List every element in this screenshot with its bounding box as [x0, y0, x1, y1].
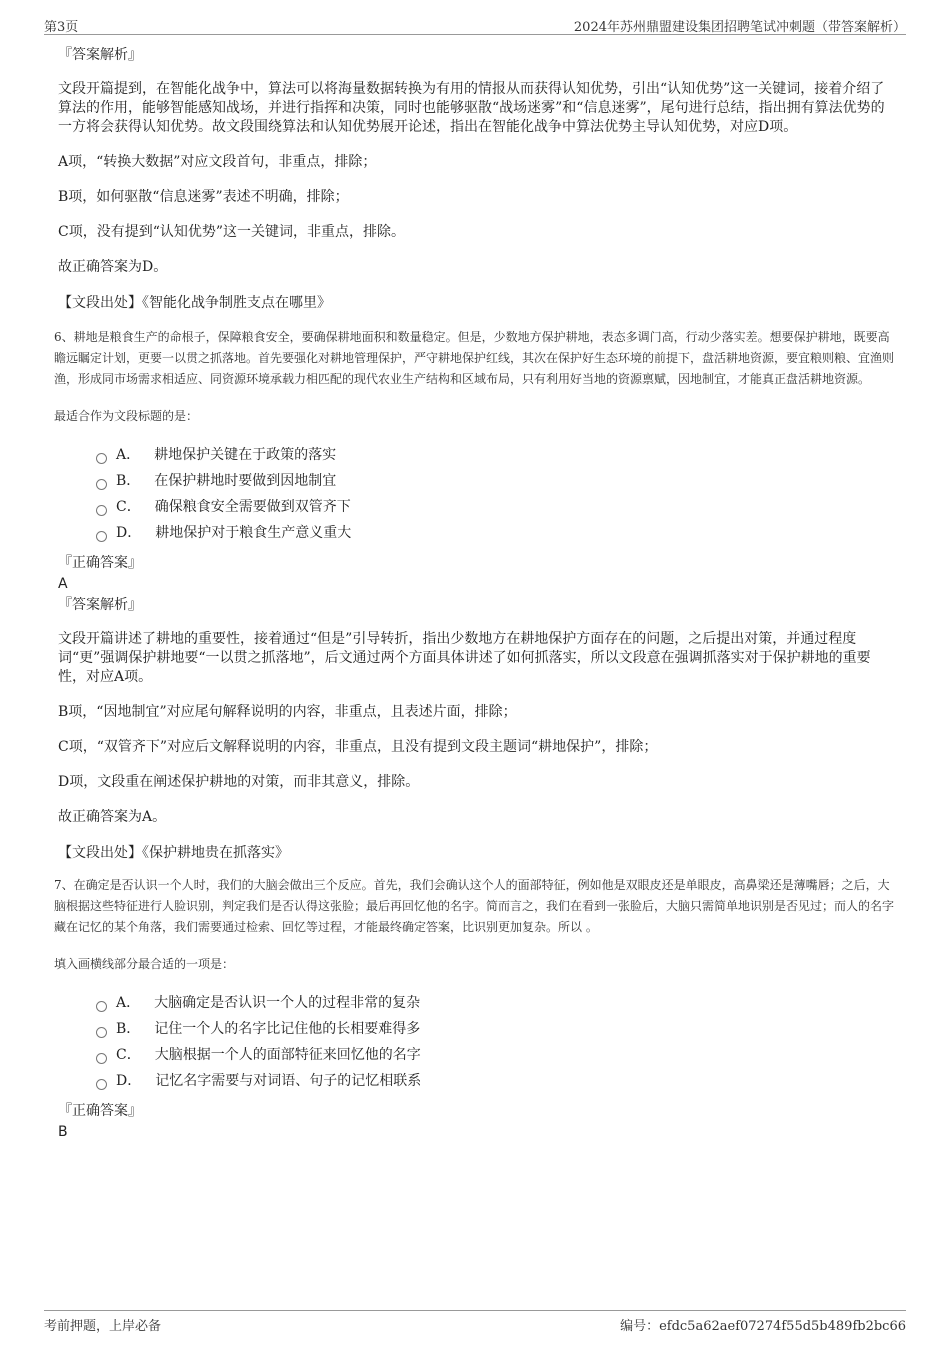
footer-slogan: 考前押题，上岸必备 [44, 1319, 162, 1334]
correct-answer: A [58, 576, 68, 592]
question-7-option-c[interactable]: C． 大脑根据一个人的面部特征来回忆他的名字 [96, 1042, 896, 1068]
analysis-text: 文段开篇讲述了耕地的重要性，接着通过“但是”引导转折，指出少数地方在耕地保护方面存在的问题，之后提出对策，并通过程度词“更”强调保护耕地要“一以贯之抓落地”，后文通过两个方面具体讲述了如何抓落实，所以文段意在强调抓落实对于保护耕地的重要性，对应A项。 [58, 631, 871, 685]
question-7-options [96, 990, 896, 1094]
question-6-option-b[interactable]: B． 在保护耕地时要做到因地制宜 [96, 468, 896, 494]
page-footer [44, 1310, 906, 1334]
passage-source: 【文段出处】《智能化战争制胜支点在哪里》 [58, 295, 331, 311]
radio-icon[interactable] [96, 479, 107, 490]
analysis-option-b: B项，如何驱散“信息迷雾”表述不明确，排除； [58, 189, 349, 205]
radio-icon[interactable] [96, 1053, 107, 1064]
question-7-text: 7、在确定是否认识一个人时，我们的大脑会做出三个反应。首先，我们会确认这个人的面部特征，例如他是双眼皮还是单眼皮，高鼻梁还是薄嘴唇；之后，大脑根据这些特征进行人脸识别，判定我们是否认得这张脸；最后再回忆他的名字。简而言之，我们在看到一张脸后，大脑只需简单地识别是否见过；而人的名字藏在记忆的某个角落，我们需要通过检索、回忆等过程，才能最终确定答案，比识别更加复杂。所以 。 [54, 878, 895, 934]
question-6-prompt: 最适合作为文段标题的是： [54, 409, 199, 423]
analysis-option-a: A项，“转换大数据”对应文段首句，非重点，排除； [58, 154, 377, 170]
page-number: 第3页 [44, 20, 79, 35]
radio-icon[interactable] [96, 505, 107, 516]
analysis-option-b: B项，“因地制宜”对应尾句解释说明的内容，非重点，且表述片面，排除； [58, 704, 517, 720]
analysis-label: 『答案解析』 [58, 47, 142, 63]
radio-icon[interactable] [96, 1001, 107, 1012]
passage-source: 【文段出处】《保护耕地贵在抓落实》 [58, 845, 289, 861]
analysis-option-c: C项，没有提到“认知优势”这一关键词，非重点，排除。 [58, 224, 406, 240]
page-content [54, 44, 896, 1142]
question-7-option-a[interactable]: A． 大脑确定是否认识一个人的过程非常的复杂 [96, 990, 896, 1016]
radio-icon[interactable] [96, 1079, 107, 1090]
correct-answer-label: 『正确答案』 [58, 1103, 142, 1119]
radio-icon[interactable] [96, 453, 107, 464]
question-7-prompt: 填入画横线部分最合适的一项是： [54, 957, 235, 971]
question-6-option-a[interactable]: A． 耕地保护关键在于政策的落实 [96, 442, 896, 468]
question-6-option-d[interactable]: D． 耕地保护对于粮食生产意义重大 [96, 520, 896, 546]
analysis-conclusion: 故正确答案为D。 [58, 259, 168, 275]
document-id: 编号：efdc5a62aef07274f55d5b489fb2bc66 [620, 1319, 906, 1334]
question-6-text: 6、耕地是粮食生产的命根子，保障粮食安全，要确保耕地面积和数量稳定。但是，少数地方保护耕地，表态多调门高，行动少落实差。想要保护耕地，既要高瞻远瞩定计划，更要一以贯之抓落地。首先要强化对耕地管理保护，严守耕地保护红线，其次在保护好生态环境的前提下，盘活耕地资源，要宜粮则粮、宜渔则渔，形成同市场需求相适应、同资源环境承载力相匹配的现代农业生产结构和区域布局，只有利用好当地的资源禀赋，因地制宜，才能真正盘活耕地资源。 [54, 330, 895, 386]
document-title: 2024年苏州鼎盟建设集团招聘笔试冲刺题（带答案解析） [573, 20, 906, 35]
radio-icon[interactable] [96, 531, 107, 542]
correct-answer: B [58, 1124, 68, 1140]
page-header [44, 14, 906, 35]
analysis-label: 『答案解析』 [58, 597, 142, 613]
question-7-option-b[interactable]: B． 记住一个人的名字比记住他的长相要难得多 [96, 1016, 896, 1042]
analysis-text: 文段开篇提到，在智能化战争中，算法可以将海量数据转换为有用的情报从而获得认知优势，引出“认知优势”这一关键词，接着介绍了算法的作用，能够智能感知战场，并进行指挥和决策，同时也能够驱散“战场迷雾”和“信息迷雾”，尾句进行总结，指出拥有算法优势的一方将会获得认知优势。故文段围绕算法和认知优势展开论述，指出在智能化战争中算法优势主导认知优势，对应D项。 [58, 81, 885, 135]
question-6-option-c[interactable]: C． 确保粮食安全需要做到双管齐下 [96, 494, 896, 520]
analysis-conclusion: 故正确答案为A。 [58, 809, 167, 825]
analysis-option-c: C项，“双管齐下”对应后文解释说明的内容，非重点，且没有提到文段主题词“耕地保护”，排除； [58, 739, 658, 755]
radio-icon[interactable] [96, 1027, 107, 1038]
question-7-option-d[interactable]: D． 记忆名字需要与对词语、句子的记忆相联系 [96, 1068, 896, 1094]
correct-answer-label: 『正确答案』 [58, 555, 142, 571]
question-6-options [96, 442, 896, 546]
analysis-option-d: D项，文段重在阐述保护耕地的对策，而非其意义，排除。 [58, 774, 420, 790]
